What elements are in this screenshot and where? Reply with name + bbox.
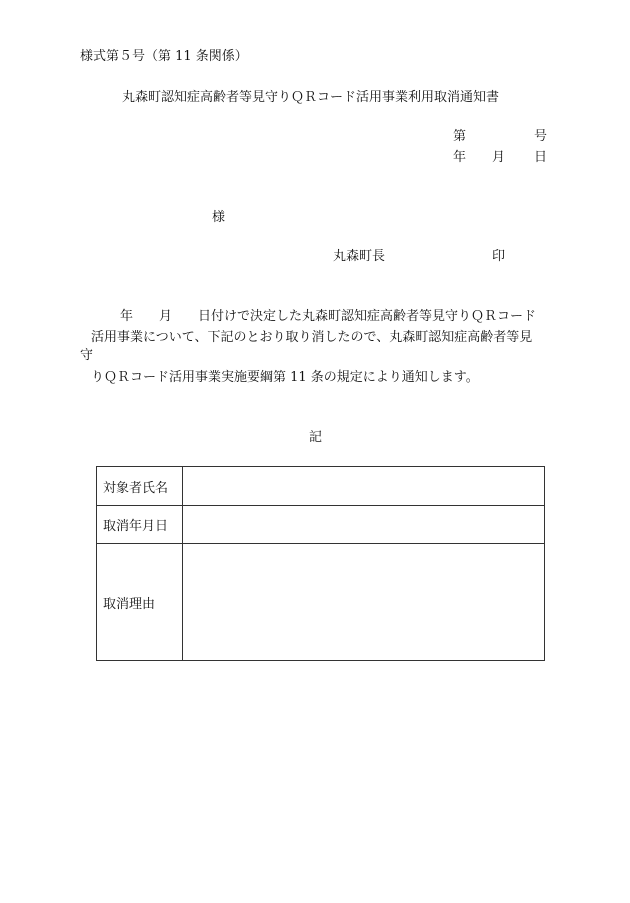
table-row	[97, 467, 545, 506]
cancellation-info-table	[96, 466, 545, 661]
table-row	[97, 506, 545, 544]
cancel-reason-field[interactable]	[183, 544, 545, 661]
body-line-1	[80, 309, 536, 325]
date-year-label: 年	[453, 150, 467, 165]
date-day-label: 日	[534, 150, 548, 165]
body-month-label: 月	[159, 309, 173, 324]
cancel-date-label: 取消年月日	[97, 506, 183, 544]
table-row	[97, 544, 545, 661]
target-name-label: 対象者氏名	[97, 467, 183, 506]
body-line-2: 活用事業について、下記のとおり取り消したので、丸森町認知症高齢者等見	[91, 330, 533, 345]
doc-number-dai-label: 第	[453, 129, 467, 144]
seal-mark: 印	[492, 249, 506, 264]
form-number: 様式第５号（第 11 条関係）	[80, 49, 248, 64]
issuer-title: 丸森町長	[333, 249, 386, 264]
ki-heading: 記	[309, 430, 323, 445]
body-line-3: りＱＲコード活用事業実施要綱第 11 条の規定により通知します。	[91, 370, 479, 385]
date-month-label: 月	[492, 150, 506, 165]
cancel-date-field[interactable]	[183, 506, 545, 544]
body-line-1-text: 日付けで決定した丸森町認知症高齢者等見守りＱＲコード	[198, 309, 537, 324]
body-year-label: 年	[120, 309, 134, 324]
target-name-field[interactable]	[183, 467, 545, 506]
document-title: 丸森町認知症高齢者等見守りＱＲコード活用事業利用取消通知書	[122, 90, 500, 105]
recipient-honorific: 様	[212, 210, 226, 225]
body-line-2-wrap: 守	[80, 348, 94, 363]
doc-number-go-label: 号	[534, 129, 548, 144]
cancel-reason-label: 取消理由	[97, 544, 183, 661]
